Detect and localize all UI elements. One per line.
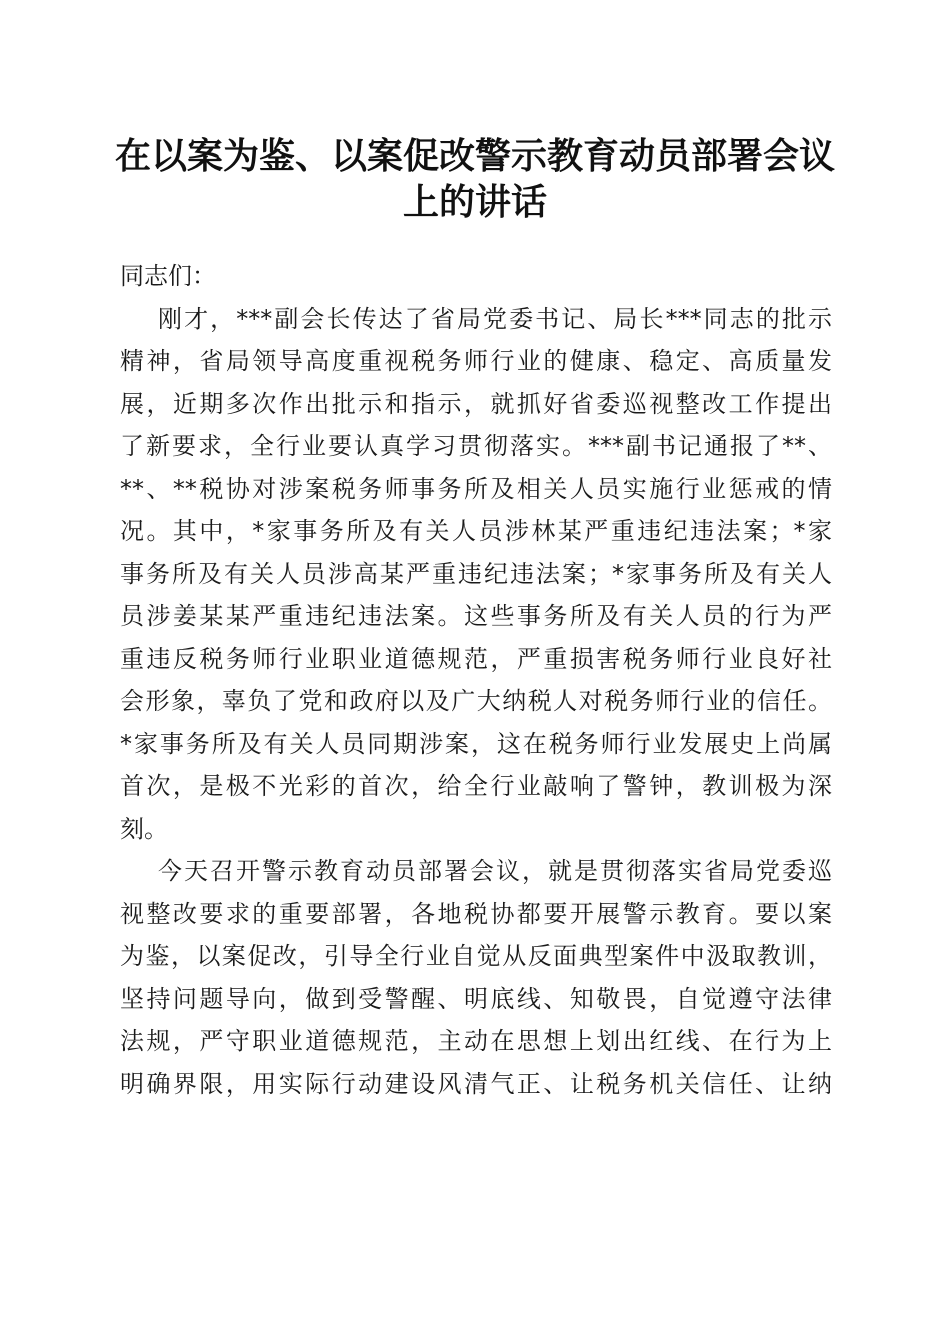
paragraph-line: 今天召开警示教育动员部署会议，就是贯彻落实省局党委巡 bbox=[158, 857, 832, 885]
paragraph-line: **、**税协对涉案税务师事务所及相关人员实施行业惩戒的情 bbox=[120, 474, 832, 503]
paragraph-line: 重违反税务师行业职业道德规范，严重损害税务师行业良好社 bbox=[120, 644, 832, 673]
paragraph-line: 视整改要求的重要部署，各地税协都要开展警示教育。要以案 bbox=[120, 899, 832, 928]
paragraph-line: 为鉴，以案促改，引导全行业自觉从反面典型案件中汲取教训， bbox=[120, 942, 832, 970]
paragraph-line: 法规，严守职业道德规范，主动在思想上划出红线、在行为上 bbox=[120, 1027, 832, 1055]
paragraph-line: 员涉姜某某严重违纪违法案。这些事务所及有关人员的行为严 bbox=[120, 602, 832, 630]
paragraph-line: 明确界限，用实际行动建设风清气正、让税务机关信任、让纳 bbox=[120, 1069, 832, 1098]
title-line: 上的讲话 bbox=[402, 181, 547, 223]
paragraph-line: 首次，是极不光彩的首次，给全行业敲响了警钟，教训极为深 bbox=[120, 772, 832, 800]
document-body bbox=[120, 255, 832, 1105]
paragraph-line: 展，近期多次作出批示和指示，就抓好省委巡视整改工作提出 bbox=[120, 389, 832, 418]
paragraph-line: 精神，省局领导高度重视税务师行业的健康、稳定、高质量发 bbox=[120, 347, 832, 375]
salutation: 同志们： bbox=[120, 262, 216, 290]
paragraph-line: *家事务所及有关人员同期涉案，这在税务师行业发展史上尚属 bbox=[120, 729, 832, 758]
document-title bbox=[100, 133, 850, 225]
paragraph-line: 会形象，辜负了党和政府以及广大纳税人对税务师行业的信任。 bbox=[120, 687, 832, 715]
title-line: 在以案为鉴、以案促改警示教育动员部署会议 bbox=[114, 135, 835, 177]
paragraph-line: 况。其中，*家事务所及有关人员涉林某严重违纪违法案；*家 bbox=[120, 517, 832, 545]
paragraph-line: 了新要求，全行业要认真学习贯彻落实。***副书记通报了**、 bbox=[120, 432, 832, 460]
paragraph-line: 刚才，***副会长传达了省局党委书记、局长***同志的批示 bbox=[158, 304, 832, 333]
paragraph-line: 刻。 bbox=[120, 814, 168, 843]
paragraph-line: 事务所及有关人员涉高某严重违纪违法案；*家事务所及有关人 bbox=[120, 559, 832, 588]
paragraph-line: 坚持问题导向，做到受警醒、明底线、知敬畏，自觉遵守法律 bbox=[120, 984, 832, 1013]
